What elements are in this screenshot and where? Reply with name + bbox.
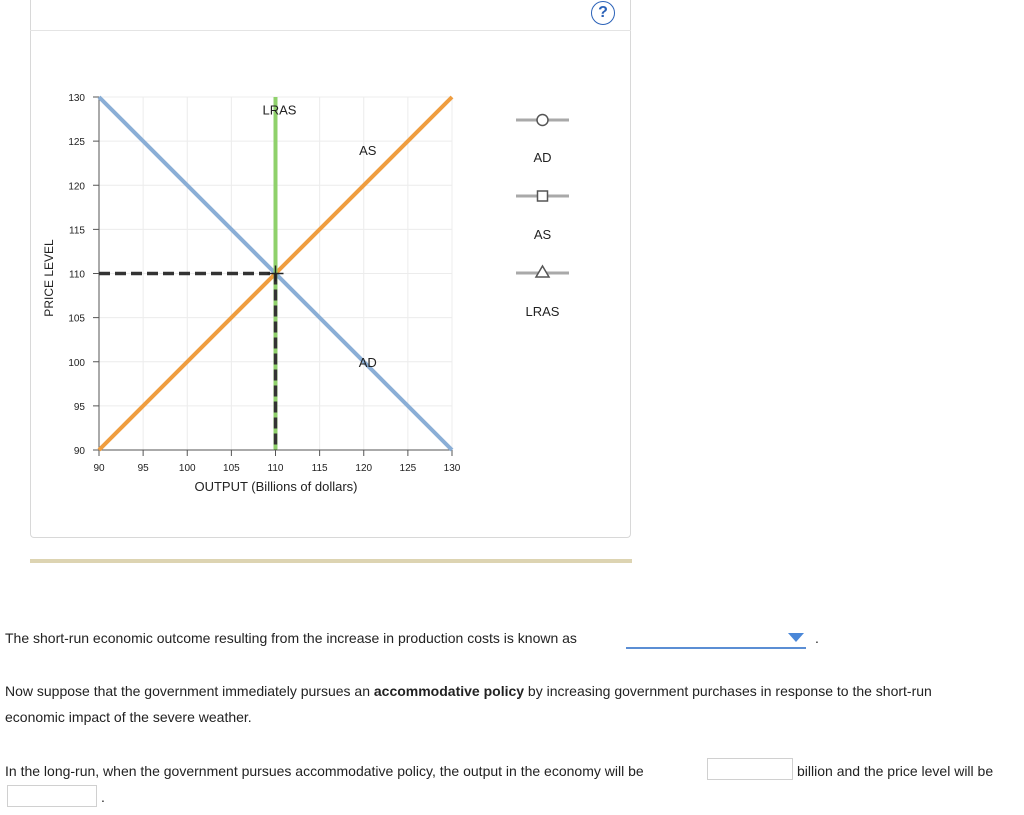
policy-text-bold: accommodative policy — [373, 683, 525, 699]
y-tick-label: 130 — [68, 93, 85, 104]
question-long-run-output: In the long-run, when the government pursues accommodative policy, the output in the economy will be — [5, 763, 644, 779]
y-tick-label: 90 — [73, 446, 85, 457]
x-tick-label: 110 — [267, 463, 284, 474]
policy-text-before: Now suppose that the government immediately pursues an — [5, 683, 374, 699]
y-tick-label: 110 — [69, 269, 85, 281]
help-icon[interactable]: ? — [591, 1, 615, 25]
x-tick-label: 105 — [223, 463, 240, 474]
x-tick-label: 95 — [137, 463, 149, 474]
chevron-down-icon — [788, 633, 804, 642]
sentence-period-2: . — [101, 789, 105, 805]
x-tick-label: 130 — [443, 463, 461, 474]
curve-label-ad: AD — [358, 354, 377, 370]
section-divider — [30, 559, 632, 563]
x-axis-label: OUTPUT (Billions of dollars) — [194, 479, 358, 494]
sentence-period-1: . — [815, 630, 819, 646]
y-tick-label: 125 — [68, 137, 85, 149]
y-axis-label: PRICE LEVEL — [42, 239, 56, 317]
legend-label-ad: AD — [533, 150, 552, 165]
x-tick-label: 125 — [399, 463, 417, 474]
question-short-run-outcome: The short-run economic outcome resulting from the increase in production costs is known as — [5, 630, 577, 646]
short-run-outcome-dropdown[interactable] — [626, 627, 806, 649]
legend-lras-handle[interactable] — [516, 266, 569, 277]
legend-as-handle[interactable] — [516, 191, 569, 201]
legend-label-lras: LRAS — [525, 304, 560, 319]
x-tick-label: 100 — [178, 463, 196, 474]
curve-label-as: AS — [359, 142, 377, 158]
legend-circle-icon — [537, 115, 548, 126]
question-accommodative-policy — [5, 683, 932, 699]
policy-text-after: by increasing government purchases in response to the short-run — [524, 683, 932, 699]
y-tick-label: 120 — [68, 181, 85, 193]
y-tick-label: 105 — [68, 313, 85, 325]
legend-square-icon — [538, 191, 548, 201]
y-tick-label: 115 — [69, 225, 85, 237]
x-tick-label: 115 — [311, 463, 328, 474]
y-tick-label: 100 — [68, 357, 85, 369]
curve-label-lras: LRAS — [262, 102, 297, 118]
legend-label-as: AS — [533, 227, 552, 242]
legend-ad-handle[interactable] — [516, 115, 569, 126]
x-tick-label: 120 — [355, 463, 373, 474]
question-weather-impact: economic impact of the severe weather. — [5, 709, 252, 725]
x-tick-label: 90 — [93, 463, 105, 474]
legend — [516, 115, 569, 320]
long-run-output-input[interactable] — [707, 758, 793, 780]
aggregate-demand-supply-chart — [0, 0, 640, 540]
long-run-price-level-input[interactable] — [7, 785, 97, 807]
y-tick-label: 95 — [73, 401, 85, 413]
question-long-run-price-level: billion and the price level will be — [797, 763, 994, 779]
